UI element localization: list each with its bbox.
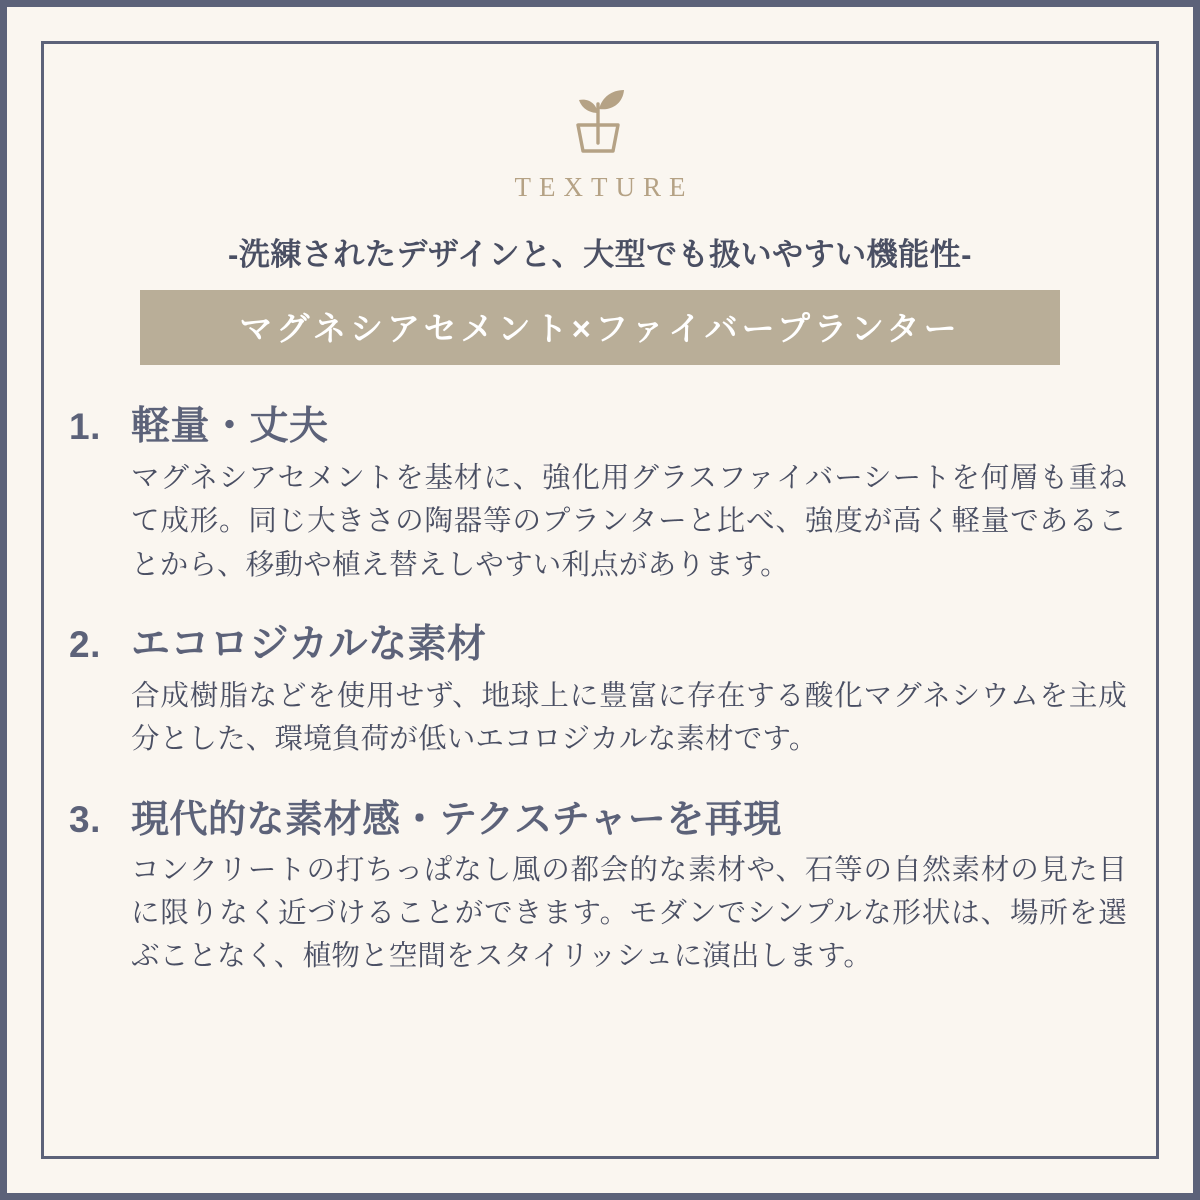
feature-number: 2. [69, 623, 101, 665]
feature-item [69, 613, 1131, 762]
poster-content [7, 7, 1193, 1193]
feature-number: 3. [69, 798, 101, 840]
feature-list [69, 395, 1131, 979]
brand-name: TEXTURE [514, 172, 694, 202]
feature-body: 合成樹脂などを使用せず、地球上に豊富に存在する酸化マグネシウムを主成分とした、環境負荷が低いエコロジカルな素材です。 [131, 679, 1127, 756]
plant-sprout-icon [552, 73, 648, 159]
feature-body: マグネシアセメントを基材に、強化用グラスファイバーシートを何層も重ねて成形。同じ大きさの陶器等のプランターと比べ、強度が高く軽量であることから、移動や植え替えしやすい利点があります。 [131, 462, 1127, 581]
feature-item [69, 395, 1131, 587]
feature-item [69, 788, 1131, 979]
feature-title: 軽量・丈夫 [131, 405, 329, 448]
feature-body: コンクリートの打ちっぱなし風の都会的な素材や、石等の自然素材の見た目に限りなく近づけることができます。モダンでシンプルな形状は、場所を選ぶことなく、植物と空間をスタイリッシュに演出します。 [131, 853, 1127, 973]
brand-logo [69, 73, 1131, 203]
feature-title: 現代的な素材感・テクスチャーを再現 [131, 798, 782, 841]
feature-number: 1. [69, 406, 101, 447]
feature-heading [69, 613, 1131, 669]
band-title: マグネシアセメント×ファイバープランター [140, 290, 1060, 365]
feature-heading [69, 788, 1131, 843]
feature-heading [69, 395, 1131, 451]
tagline: -洗練されたデザインと、大型でも扱いやすい機能性- [228, 237, 972, 272]
feature-title: エコロジカルな素材 [131, 622, 487, 666]
